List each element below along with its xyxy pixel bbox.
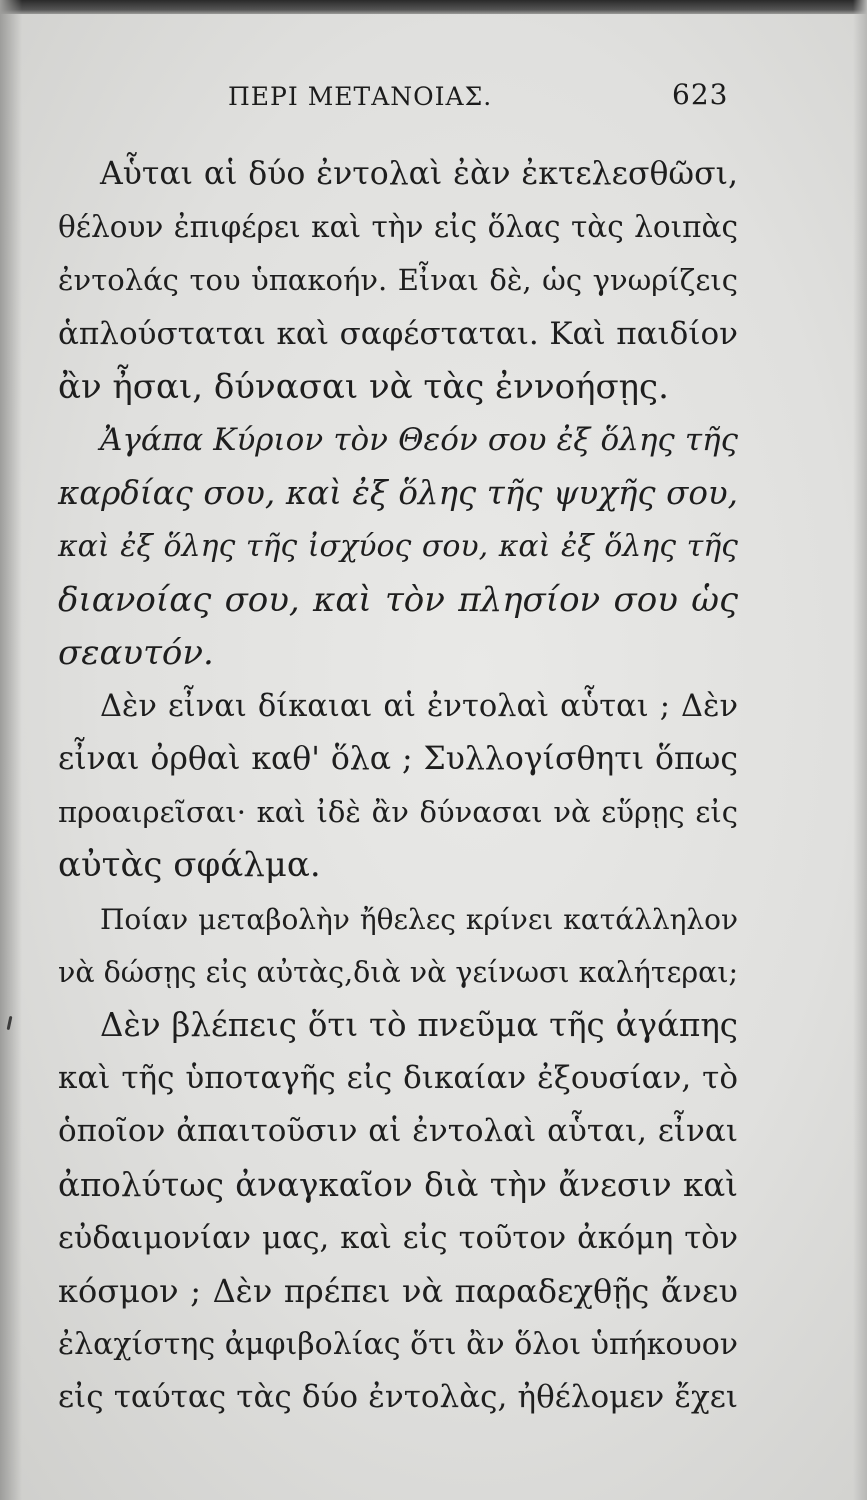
text-line: κόσμον ; Δὲν πρέπει νὰ παραδεχθῇς ἄνευ [58,1271,738,1310]
text-line: Δὲν εἶναι δίκαιαι αἱ ἐντολαὶ αὗται ; Δὲν [100,688,738,724]
quote-line: Ἀγάπα Κύριον τὸν Θεόν σου ἐξ ὅλης τῆς [100,421,738,458]
text-line: εἶναι ὀρθαὶ καθ' ὅλα ; Συλλογίσθητι ὅπως [58,741,738,778]
text-line: ἁπλούσταται καὶ σαφέσταται. Καὶ παιδίον [58,315,738,352]
text-line: προαιρεῖσαι· καὶ ἰδὲ ἂν δύνασαι νὰ εὕρῃς εἰς [58,795,738,830]
running-header [0,78,867,118]
quote-line: καὶ ἐξ ὅλης τῆς ἰσχύος σου, καὶ ἐξ ὅλης τῆς [58,529,738,565]
text-line: εὐδαιμονίαν μας, καὶ εἰς τοῦτον ἀκόμη τὸν [58,1220,738,1256]
binding-shadow [0,0,22,1500]
text-line: θέλουν ἐπιφέρει καὶ τὴν εἰς ὅλας τὰς λοιπὰς [58,210,738,245]
quote-line: σεαυτόν. [58,632,214,673]
text-line: Ποίαν μεταβολὴν ἤθελες κρίνει κατάλληλον [100,902,738,936]
text-line: Δὲν βλέπεις ὅτι τὸ πνεῦμα τῆς ἀγάπης [100,1006,738,1044]
quote-line: διανοίας σου, καὶ τὸν πλησίον σου ὡς [58,579,738,620]
text-line: Αὗται αἱ δύο ἐντολαὶ ἐὰν ἐκτελεσθῶσι, [100,156,738,192]
text-line: καὶ τῆς ὑποταγῆς εἰς δικαίαν ἐξουσίαν, τὸ [58,1060,738,1097]
text-line: ἀπολύτως ἀναγκαῖον διὰ τὴν ἄνεσιν καὶ [58,1165,738,1204]
page-number: 623 [672,78,729,111]
text-line: εἰς ταύτας τὰς δύο ἐντολὰς, ἠθέλομεν ἔχει [58,1379,738,1416]
text-line: ἐντολάς του ὑπακοήν. Εἶναι δὲ, ὡς γνωρίζεις [58,263,738,298]
text-line: αὐτὰς σφάλμα. [58,845,321,886]
page-top-edge [0,0,867,14]
text-line: νὰ δώσῃς εἰς αὐτὰς,διὰ νὰ γείνωσι καλήτεραι; [58,955,739,989]
text-body [58,148,738,1425]
quote-line: καρδίας σου, καὶ ἐξ ὅλης τῆς ψυχῆς σου, [58,474,738,513]
running-title: ΠΕΡΙ ΜΕΤΑΝΟΙΑΣ. [228,82,493,111]
page-edge-shadow [853,0,867,1500]
text-line: ἂν ἦσαι, δύνασαι νὰ τὰς ἐννοήσῃς. [58,366,669,407]
text-line: ἐλαχίστης ἀμφιβολίας ὅτι ἂν ὅλοι ὑπήκουον [58,1327,738,1363]
text-line: ὁποῖον ἀπαιτοῦσιν αἱ ἐντολαὶ αὗται, εἶναι [58,1113,738,1150]
